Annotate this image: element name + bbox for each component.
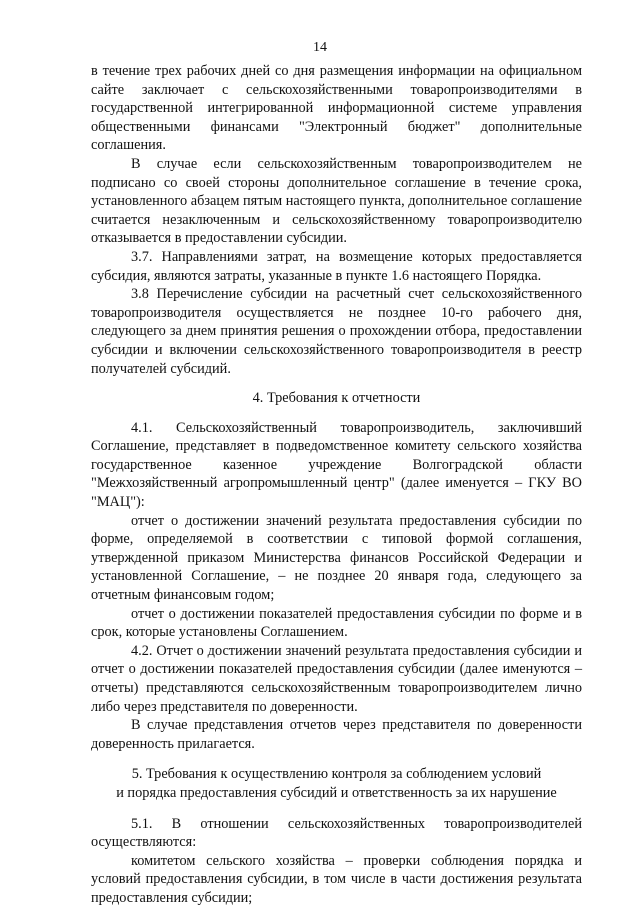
section-heading-4: 4. Требования к отчетности bbox=[252, 390, 421, 407]
document-body bbox=[91, 62, 582, 908]
paragraph: В случае представления отчетов через представителя по доверенности доверенность прилагается. bbox=[91, 717, 582, 752]
paragraph: комитетом сельского хозяйства – проверки соблюдения порядка и условий предоставления субсидии, в том числе в части достижения результата предоставления субсидии; bbox=[91, 852, 582, 906]
page-number: 14 bbox=[313, 40, 327, 55]
paragraph: 3.8 Перечисление субсидии на расчетный счет сельскохозяйственного товаропроизводителя осуществляется не позднее 10-го рабочего дня, следующего за днем принятия решения о прохождении отбора, предоставлении субсидии и включении сельскохозяйственного товаропроизводителя в реестр получателей субсидий. bbox=[91, 286, 582, 377]
paragraph: отчет о достижении показателей предоставления субсидии по форме и в срок, которые установлены Соглашением. bbox=[91, 605, 582, 641]
section-heading-5 bbox=[91, 765, 582, 802]
paragraph: В случае если сельскохозяйственным товаропроизводителем не подписано со своей стороны дополнительное соглашение в течение срока, установленного абзацем пятым настоящего пункта, дополнительное соглашение считается незаключенным и сельскохозяйственному товаропроизводителю отказывается в предоставлении субсидии. bbox=[91, 155, 583, 247]
paragraph: 4.2. Отчет о достижении значений результата предоставления субсидии и отчет о достижении показателей предоставления субсидии (далее именуются – отчеты) представляются сельскохозяйственным товаропроизводителем лично либо через представителя по доверенности. bbox=[91, 642, 582, 715]
paragraph: 4.1. Сельскохозяйственный товаропроизводитель, заключивший Соглашение, представляет в подведомственное комитету сельского хозяйства государственное казенное учреждение Волгоградской области "Межхозяйственный агропромышленный центр" (далее именуется – ГКУ ВО "МАЦ"): bbox=[91, 419, 582, 511]
paragraph: 3.7. Направлениями затрат, на возмещение которых предоставляется субсидия, являются затраты, указанные в пункте 1.6 настоящего Порядка. bbox=[91, 248, 582, 284]
section-heading-5-line2: и порядка предоставления субсидий и ответственность за их нарушение bbox=[116, 784, 557, 801]
paragraph: 5.1. В отношении сельскохозяйственных товаропроизводителей осуществляются: bbox=[91, 815, 582, 851]
paragraph: в течение трех рабочих дней со дня размещения информации на официальном сайте заключает с сельскохозяйственными товаропроизводителями в государственной интегрированной информационной системе управления общественными финансами "Электронный бюджет" дополнительные соглашения. bbox=[91, 63, 582, 154]
section-heading-5-line1: 5. Требования к осуществлению контроля за соблюдением условий bbox=[131, 766, 542, 783]
paragraph: отчет о достижении значений результата предоставления субсидии по форме, определяемой в соответствии с типовой формой соглашения, утвержденной приказом Министерства финансов Российской Федерации и установленной Соглашение, – не позднее 20 января года, следующего за отчетным финансовым годом; bbox=[91, 512, 582, 604]
